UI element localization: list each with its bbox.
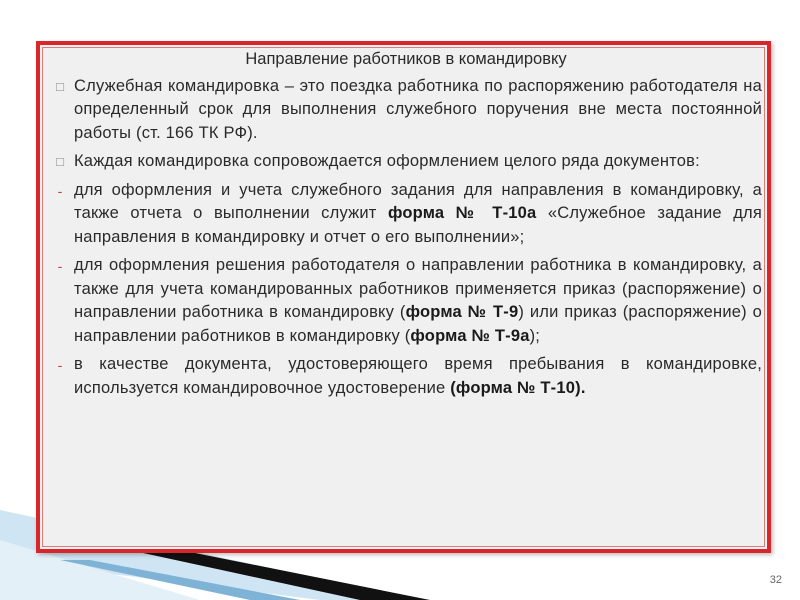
slide-content: [50, 48, 762, 405]
dash-text: [74, 254, 762, 348]
dash-text-part: );: [529, 326, 541, 345]
dash-marker-icon: -: [57, 258, 63, 274]
dash-item: [50, 254, 762, 348]
bullet-text: Каждая командировка сопровождается оформлением целого ряда документов:: [74, 152, 700, 170]
form-reference: форма № Т-9а: [410, 326, 530, 345]
form-reference: (форма № Т-10).: [450, 378, 586, 397]
bullet-text: Служебная командировка – это поездка работника по распоряжению работодателя на определенный срок для выполнения служебного поручения вне места постоянной работы (ст. 166 ТК РФ).: [74, 76, 762, 142]
bullet-item: [50, 150, 762, 174]
dash-marker-icon: -: [57, 182, 63, 199]
dash-text: [74, 179, 762, 250]
dash-marker-icon: -: [57, 357, 63, 373]
dash-text-part: ) или приказ (распоряжение) о направлении работников в командировку (: [74, 303, 763, 345]
dash-text-part: в качестве документа, удостоверяющего время пребывания в командировке, используется командировочное удостоверение: [74, 355, 762, 397]
bullet-item: [50, 75, 762, 146]
hollow-square-bullet-icon: □: [56, 78, 64, 94]
dash-text-part: «Служебное задание для направления в командировку и отчет о его выполнении»;: [74, 204, 762, 246]
dash-item: [50, 179, 762, 250]
form-reference: форма № Т-10а: [387, 204, 537, 222]
page-number: 32: [769, 574, 782, 586]
dash-text-part: для оформления и учета служебного задания для направления в командировку, а также отчета о выполнении служит: [74, 180, 762, 222]
slide-title: Направление работников в командировку: [245, 50, 567, 68]
dash-text: [74, 353, 762, 400]
hollow-square-bullet-icon: □: [56, 154, 64, 169]
dash-text-part: для оформления решения работодателя о направлении работника в командировку, а также для учета командированных работников применяется приказ (распоряжение) о направлении работника в командировку (: [74, 256, 762, 321]
form-reference: форма № Т-9: [405, 303, 519, 321]
dash-item: [50, 353, 762, 400]
